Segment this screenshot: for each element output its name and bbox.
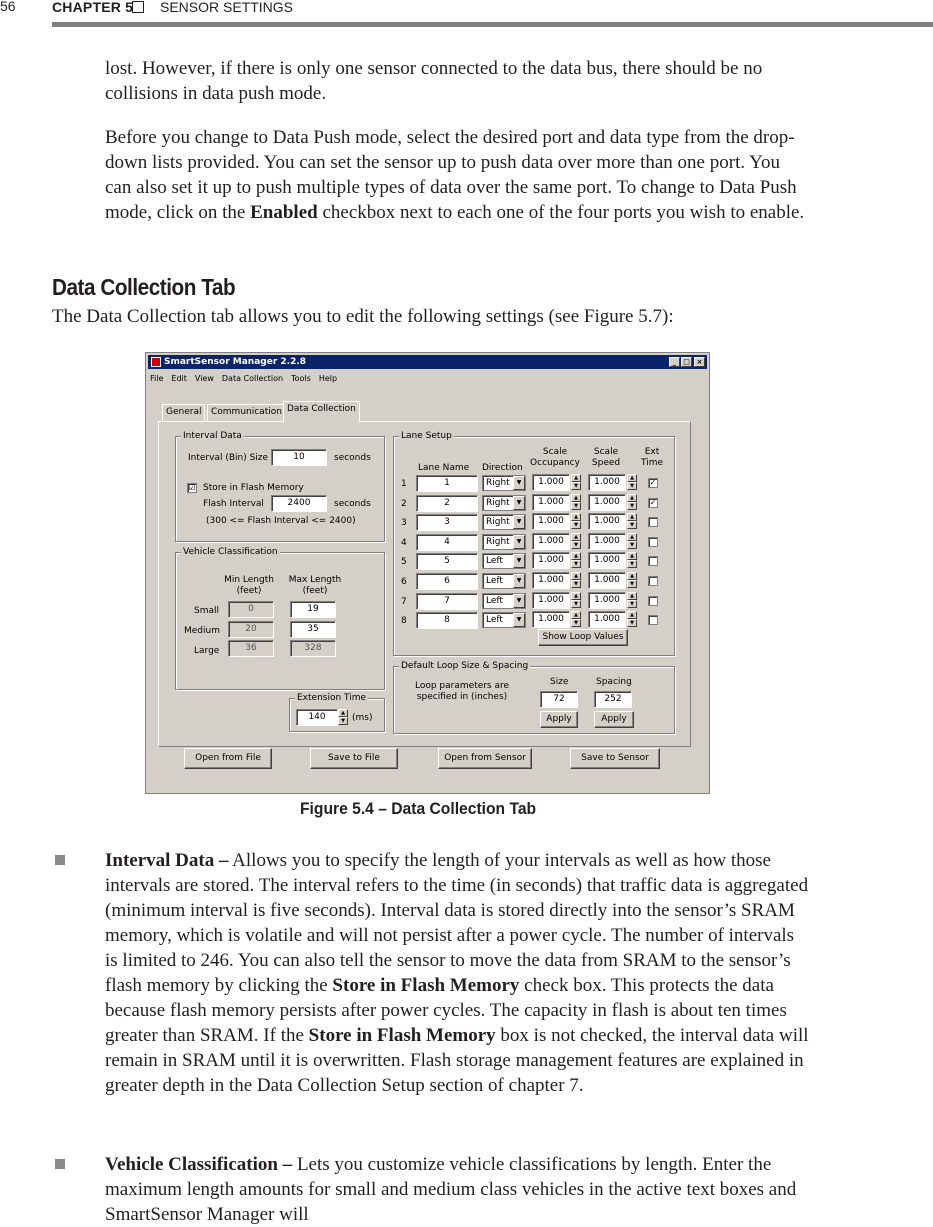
lane-name-input[interactable]: 4 bbox=[416, 534, 478, 551]
lane-name-input[interactable]: 7 bbox=[416, 593, 478, 610]
menu-bar bbox=[150, 372, 337, 386]
ext-time-checkbox[interactable] bbox=[648, 537, 658, 547]
scale-occupancy-spinner[interactable]: ▲ ▼ bbox=[571, 572, 581, 588]
direction-dropdown[interactable] bbox=[482, 573, 526, 589]
section-heading: Data Collection Tab bbox=[52, 274, 236, 300]
bullet-bold: Interval Data – bbox=[105, 850, 229, 871]
menu-edit[interactable]: Edit bbox=[171, 374, 187, 383]
lane-number: 5 bbox=[401, 557, 407, 568]
medium-max-input[interactable]: 35 bbox=[290, 621, 336, 638]
apply-size-button[interactable]: Apply bbox=[540, 711, 578, 728]
scale-occupancy-spinner[interactable]: ▲ ▼ bbox=[571, 494, 581, 510]
minimize-icon[interactable]: _ bbox=[669, 357, 680, 367]
class-small-label: Small bbox=[194, 606, 219, 616]
lane-number: 8 bbox=[401, 616, 407, 627]
running-header bbox=[0, 0, 933, 30]
direction-value: Right bbox=[486, 517, 510, 528]
scale-speed-input[interactable]: 1.000 bbox=[588, 592, 626, 609]
chevron-down-icon[interactable]: ▼ bbox=[513, 594, 525, 608]
extension-time-label: Extension Time bbox=[297, 693, 367, 703]
scale-speed-spinner[interactable]: ▲ ▼ bbox=[627, 474, 637, 490]
page-number: 56 bbox=[0, 0, 16, 14]
small-min-field: 0 bbox=[228, 601, 274, 618]
loop-size-header: Size bbox=[550, 677, 569, 687]
lane-name-input[interactable]: 6 bbox=[416, 573, 478, 590]
scale-speed-spinner[interactable]: ▲ ▼ bbox=[627, 513, 637, 529]
direction-dropdown[interactable] bbox=[482, 514, 526, 530]
lane-setup-group bbox=[393, 431, 675, 656]
extension-time-group bbox=[289, 693, 385, 732]
scale-speed-input[interactable]: 1.000 bbox=[588, 533, 626, 550]
show-loop-values-button[interactable]: Show Loop Values bbox=[538, 629, 628, 646]
tab-panel bbox=[158, 421, 691, 747]
chevron-down-icon[interactable]: ▼ bbox=[513, 476, 525, 490]
scale-speed-spinner[interactable]: ▲ ▼ bbox=[627, 611, 637, 627]
lane-name-input[interactable]: 2 bbox=[416, 495, 478, 512]
open-from-sensor-button[interactable]: Open from Sensor bbox=[438, 748, 532, 769]
class-medium-label: Medium bbox=[184, 626, 220, 636]
scale-speed-input[interactable]: 1.000 bbox=[588, 611, 626, 628]
lane-name-input[interactable]: 1 bbox=[416, 475, 478, 492]
interval-size-label: Interval (Bin) Size bbox=[188, 453, 269, 463]
tab-data-collection[interactable]: Data Collection bbox=[283, 401, 360, 422]
lane-name-header: Lane Name bbox=[418, 463, 470, 473]
direction-dropdown[interactable] bbox=[482, 495, 526, 511]
interval-data-group bbox=[175, 431, 385, 542]
ext-time-checkbox[interactable] bbox=[648, 615, 658, 625]
direction-header: Direction bbox=[482, 463, 523, 473]
vehicle-classification-label: Vehicle Classification bbox=[183, 547, 278, 557]
scale-occupancy-input[interactable]: 1.000 bbox=[532, 572, 570, 589]
loop-spacing-input[interactable]: 252 bbox=[594, 691, 632, 708]
extension-time-unit: (ms) bbox=[352, 713, 373, 723]
ext-time-checkbox[interactable]: ✓ bbox=[649, 497, 657, 507]
scale-speed-input[interactable]: 1.000 bbox=[588, 494, 626, 511]
scale-occupancy-input[interactable]: 1.000 bbox=[532, 533, 570, 550]
scale-occupancy-input[interactable]: 1.000 bbox=[532, 474, 570, 491]
section-intro: The Data Collection tab allows you to edit the following settings (see Figure 5.7): bbox=[52, 306, 674, 327]
interval-data-label: Interval Data bbox=[183, 431, 242, 441]
large-min-field: 36 bbox=[228, 640, 274, 657]
bullet-bold-3: Store in Flash Memory bbox=[308, 1025, 496, 1046]
bullet-bold-2: Store in Flash Memory bbox=[332, 975, 520, 996]
menu-file[interactable]: File bbox=[150, 374, 164, 383]
scale-occupancy-spinner[interactable]: ▲ ▼ bbox=[571, 533, 581, 549]
bullet-text-3: box is not checked, the interval data will remain in SRAM until it is overwritten. Flash storage management features are explained in greater depth in the Data Collection Setup section of chapter 7. bbox=[105, 1025, 809, 1096]
loop-size-label: Default Loop Size & Spacing bbox=[401, 661, 529, 671]
class-large-label: Large bbox=[194, 646, 220, 656]
scale-occupancy-header: Scale Occupancy bbox=[530, 447, 580, 468]
ext-time-checkbox[interactable]: ✓ bbox=[649, 478, 657, 487]
ext-time-checkbox[interactable] bbox=[648, 576, 658, 586]
tab-communication[interactable]: Communication bbox=[207, 404, 286, 421]
large-max-field: 328 bbox=[290, 640, 336, 657]
app-icon bbox=[151, 357, 161, 367]
scale-speed-input[interactable]: 1.000 bbox=[588, 474, 626, 491]
medium-min-field: 20 bbox=[228, 621, 274, 638]
interval-size-unit: seconds bbox=[334, 453, 371, 463]
vehicle-classification-group bbox=[175, 547, 385, 690]
ext-time-checkbox[interactable] bbox=[648, 556, 658, 566]
extension-time-spinner[interactable]: ▲ ▼ bbox=[338, 709, 348, 725]
p2-text: Before you change to Data Push mode, select the desired port and data type from the drop-down lists provided. You can set the sensor up to push data over more than one port. You can also set it up to push multiple types of data over the same port. To change to Data Push mode, click on the bbox=[105, 127, 797, 223]
menu-view[interactable]: View bbox=[194, 374, 214, 383]
flash-interval-label: Flash Interval bbox=[203, 499, 264, 509]
bullet-interval-data bbox=[105, 848, 810, 1098]
scale-speed-spinner[interactable]: ▲ ▼ bbox=[627, 572, 637, 588]
lane-number: 4 bbox=[401, 537, 407, 548]
bullet-text: Allows you to specify the length of your intervals as well as how those intervals are stored. The interval refers to the time (in seconds) that traffic data is aggregated (minimum interval is five seconds). Interval data is stored directly into the sensor’s SRAM memory, which is volatile and will not persist after a power cycle. The number of intervals is limited to 246. You can also tell the sensor to move the data from SRAM to the sensor’s flash memory by clicking the bbox=[105, 850, 809, 996]
direction-dropdown[interactable] bbox=[482, 612, 526, 628]
lane-setup-label: Lane Setup bbox=[401, 431, 452, 441]
scale-occupancy-input[interactable]: 1.000 bbox=[532, 552, 570, 569]
lane-number: 3 bbox=[401, 518, 407, 529]
flash-interval-unit: seconds bbox=[334, 499, 371, 509]
flash-interval-input[interactable]: 2400 bbox=[271, 495, 327, 512]
save-to-file-button[interactable]: Save to File bbox=[310, 748, 398, 769]
lane-number: 6 bbox=[401, 577, 407, 587]
bullet-text: Lets you customize vehicle classifications by length. Enter the maximum length amounts for small and medium class vehicles in the active text boxes and SmartSensor Manager will bbox=[105, 1154, 797, 1225]
maximize-icon[interactable]: □ bbox=[681, 357, 692, 367]
header-rule bbox=[52, 22, 933, 27]
lane-number: 1 bbox=[401, 479, 407, 489]
app-window-screenshot bbox=[145, 352, 710, 794]
figure-caption: Figure 5.4 – Data Collection Tab bbox=[300, 799, 537, 818]
chevron-down-icon[interactable]: ▼ bbox=[513, 535, 525, 549]
scale-occupancy-input[interactable]: 1.000 bbox=[532, 592, 570, 609]
store-flash-label: Store in Flash Memory bbox=[203, 483, 304, 493]
lane-number: 2 bbox=[401, 498, 407, 509]
scale-speed-input[interactable]: 1.000 bbox=[588, 572, 626, 589]
min-length-header: Min Length (feet) bbox=[224, 575, 274, 596]
chevron-down-icon[interactable]: ▼ bbox=[513, 613, 525, 627]
scale-speed-input[interactable]: 1.000 bbox=[588, 552, 626, 569]
loop-note: Loop parameters are specified in (inches) bbox=[414, 681, 510, 702]
window-title: SmartSensor Manager 2.2.8 bbox=[164, 357, 307, 367]
direction-dropdown[interactable] bbox=[482, 593, 526, 609]
chapter-label: CHAPTER 5 bbox=[52, 0, 134, 15]
scale-occupancy-spinner[interactable]: ▲ ▼ bbox=[571, 552, 581, 568]
chevron-down-icon[interactable]: ▼ bbox=[513, 496, 525, 510]
direction-value: Right bbox=[486, 497, 510, 508]
direction-value: Right bbox=[486, 536, 510, 547]
bullet-square-icon bbox=[55, 855, 65, 865]
scale-speed-spinner[interactable]: ▲ ▼ bbox=[627, 494, 637, 510]
lane-number: 7 bbox=[401, 596, 407, 607]
direction-dropdown[interactable] bbox=[482, 475, 526, 491]
menu-tools[interactable]: Tools bbox=[291, 374, 311, 383]
small-max-input[interactable]: 19 bbox=[290, 601, 336, 618]
paragraph-data-push bbox=[105, 125, 805, 225]
scale-occupancy-spinner[interactable]: ▲ ▼ bbox=[571, 474, 581, 490]
extension-time-input[interactable]: 140 bbox=[296, 709, 338, 726]
menu-help[interactable]: Help bbox=[318, 374, 338, 383]
title-bar bbox=[148, 355, 707, 369]
section-label: SENSOR SETTINGS bbox=[160, 0, 294, 15]
interval-size-input[interactable]: 10 bbox=[271, 449, 327, 466]
loop-spacing-header: Spacing bbox=[596, 677, 632, 687]
scale-occupancy-input[interactable]: 1.000 bbox=[532, 611, 570, 628]
scale-occupancy-input[interactable]: 1.000 bbox=[532, 513, 570, 530]
bullet-square-icon bbox=[55, 1159, 65, 1169]
p2-bold: Enabled bbox=[250, 202, 318, 223]
direction-dropdown[interactable] bbox=[482, 534, 526, 550]
scale-occupancy-input[interactable]: 1.000 bbox=[532, 494, 570, 511]
paragraph-continued: lost. However, if there is only one sensor connected to the data bus, there should be no collisions in data push mode. bbox=[105, 58, 763, 104]
bullet-text-2: check box. This protects the data because flash memory persists after power cycles. The capacity in flash is about ten times greater than SRAM. If the bbox=[105, 975, 787, 1046]
scale-occupancy-spinner[interactable]: ▲ ▼ bbox=[571, 513, 581, 529]
menu-data-collection[interactable]: Data Collection bbox=[221, 374, 284, 383]
ext-time-checkbox[interactable] bbox=[648, 517, 658, 527]
store-flash-checkbox[interactable]: ☑ bbox=[188, 483, 196, 492]
loop-size-group bbox=[393, 661, 675, 734]
close-icon[interactable]: × bbox=[694, 357, 705, 367]
scale-occupancy-spinner[interactable]: ▲ ▼ bbox=[571, 611, 581, 627]
header-square-icon bbox=[132, 1, 144, 13]
direction-value: Left bbox=[486, 556, 503, 567]
apply-spacing-button[interactable]: Apply bbox=[594, 711, 634, 728]
scale-speed-header: Scale Speed bbox=[591, 447, 621, 468]
chevron-down-icon[interactable]: ▼ bbox=[513, 574, 525, 588]
flash-range-note: (300 <= Flash Interval <= 2400) bbox=[206, 516, 356, 526]
loop-size-input[interactable]: 72 bbox=[540, 691, 578, 708]
bullet-bold: Vehicle Classification – bbox=[105, 1154, 293, 1175]
save-to-sensor-button[interactable]: Save to Sensor bbox=[570, 748, 660, 769]
ext-time-checkbox[interactable] bbox=[648, 596, 658, 606]
direction-value: Right bbox=[486, 478, 510, 488]
direction-value: Left bbox=[486, 595, 503, 606]
direction-dropdown[interactable] bbox=[482, 553, 526, 569]
scale-speed-spinner[interactable]: ▲ ▼ bbox=[627, 552, 637, 568]
open-from-file-button[interactable]: Open from File bbox=[184, 748, 272, 769]
max-length-header: Max Length (feet) bbox=[288, 575, 342, 596]
scale-speed-spinner[interactable]: ▲ ▼ bbox=[627, 592, 637, 608]
p2-text-end: checkbox next to each one of the four ports you wish to enable. bbox=[317, 202, 805, 223]
ext-time-header: Ext Time bbox=[640, 447, 664, 468]
lane-name-input[interactable]: 5 bbox=[416, 553, 478, 570]
tab-general[interactable]: General bbox=[162, 404, 205, 421]
bullet-vehicle-classification bbox=[105, 1152, 810, 1227]
scale-speed-input[interactable]: 1.000 bbox=[588, 513, 626, 530]
lane-name-input[interactable]: 3 bbox=[416, 514, 478, 531]
direction-value: Left bbox=[486, 576, 503, 586]
lane-name-input[interactable]: 8 bbox=[416, 612, 478, 629]
scale-occupancy-spinner[interactable]: ▲ ▼ bbox=[571, 592, 581, 608]
scale-speed-spinner[interactable]: ▲ ▼ bbox=[627, 533, 637, 549]
chevron-down-icon[interactable]: ▼ bbox=[513, 554, 525, 568]
chevron-down-icon[interactable]: ▼ bbox=[513, 515, 525, 529]
direction-value: Left bbox=[486, 615, 503, 626]
